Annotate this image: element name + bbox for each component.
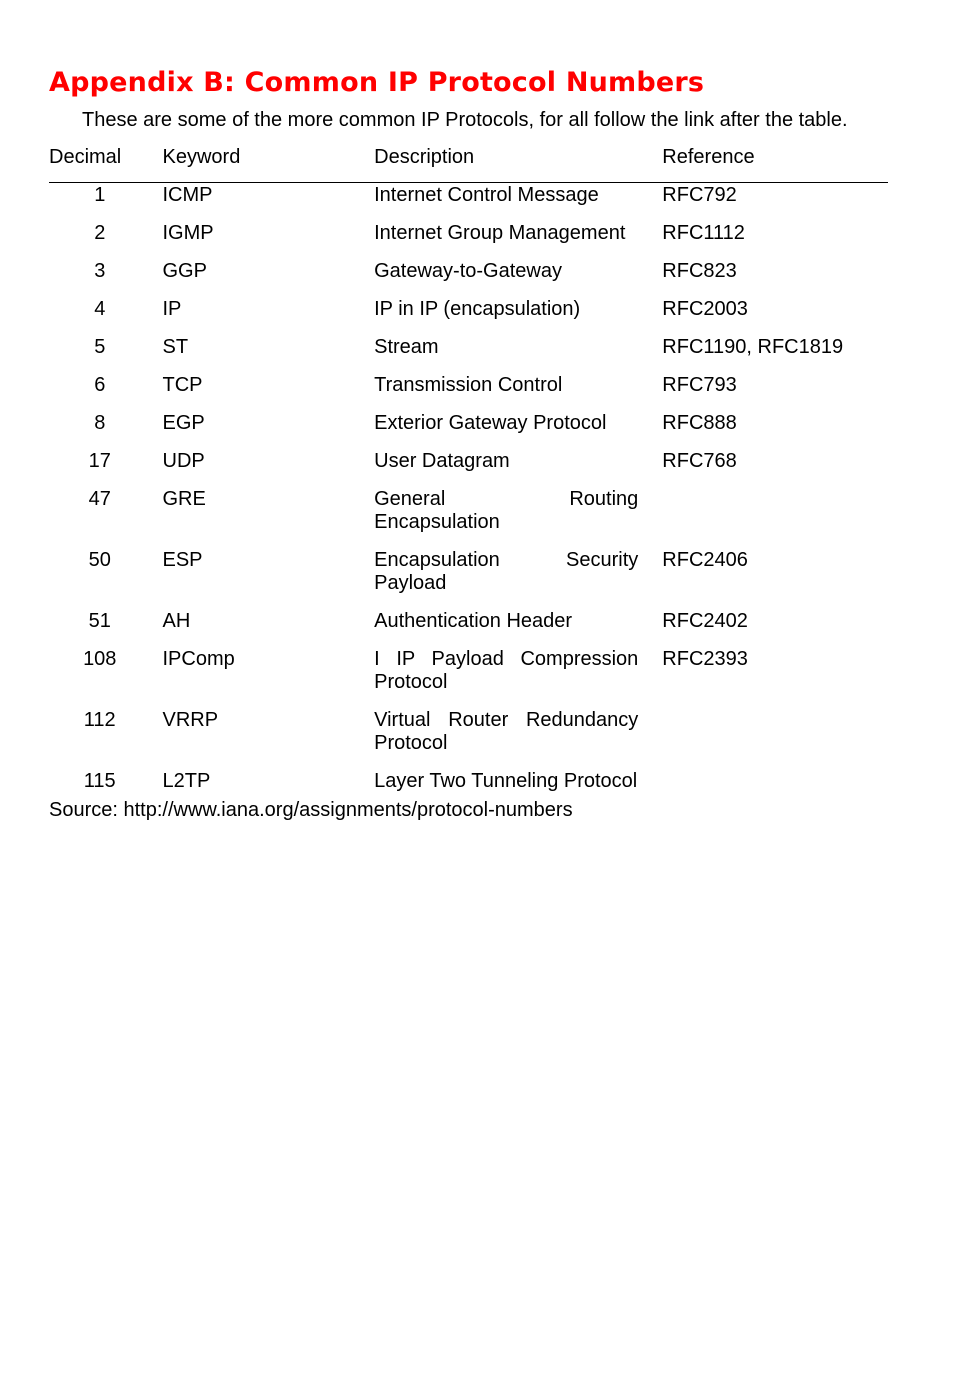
description-text: General Routing Encapsulation [374,488,639,533]
cell-description [374,221,662,259]
table-row [49,183,888,222]
table-row [49,373,888,411]
table-row [49,708,888,769]
description-text: Layer Two Tunneling Protocol [374,770,638,792]
table-row [49,259,888,297]
cell-keyword: AH [162,610,191,632]
cell-description [374,708,662,769]
cell-reference: RFC2406 [662,549,748,571]
table-header-row [49,144,888,183]
cell-keyword: ESP [162,549,203,571]
description-text: I IP Payload Compression Protocol [374,648,639,693]
cell-description [374,411,662,449]
cell-reference: RFC792 [662,184,737,206]
header-reference: Reference [662,144,888,183]
cell-decimal: 8 [94,412,106,434]
header-decimal: Decimal [49,144,151,183]
header-keyword: Keyword [151,144,375,183]
cell-description [374,335,662,373]
description-text: Internet Control Message [374,184,599,206]
cell-description [374,259,662,297]
cell-decimal: 5 [94,336,106,358]
cell-keyword: VRRP [162,709,219,731]
cell-description [374,548,662,609]
cell-decimal: 6 [94,374,106,396]
cell-reference [662,769,888,807]
cell-keyword: L2TP [162,770,211,792]
header-description: Description [374,144,662,183]
cell-description [374,373,662,411]
cell-decimal: 3 [94,260,106,282]
cell-decimal: 51 [88,610,111,632]
cell-description [374,183,662,222]
table-row [49,609,888,647]
cell-decimal: 47 [88,488,111,510]
cell-keyword: IGMP [162,222,214,244]
source-note: Source: http://www.iana.org/assignments/protocol-numbers [49,799,573,821]
cell-decimal: 1 [94,184,106,206]
cell-reference: RFC2402 [662,610,748,632]
table-row [49,449,888,487]
table-row [49,548,888,609]
description-text: Encapsulation Security Payload [374,549,639,594]
cell-reference: RFC1112 [662,222,745,244]
page-title: Appendix B: Common IP Protocol Numbers [49,67,705,98]
table-row [49,647,888,708]
cell-reference: RFC768 [662,450,737,472]
table-row [49,411,888,449]
cell-description [374,609,662,647]
description-text: Gateway-to-Gateway [374,260,562,282]
cell-keyword: TCP [162,374,203,396]
description-text: User Datagram [374,450,510,472]
cell-description [374,647,662,708]
cell-reference: RFC888 [662,412,737,434]
table-row [49,335,888,373]
cell-keyword: ICMP [162,184,213,206]
table-body [49,183,888,808]
cell-decimal: 2 [94,222,106,244]
table-row [49,297,888,335]
cell-keyword: IPComp [162,648,235,670]
cell-reference: RFC823 [662,260,737,282]
cell-decimal: 17 [88,450,111,472]
protocol-table [49,144,888,807]
cell-reference: RFC793 [662,374,737,396]
table-header [49,144,888,183]
cell-decimal: 112 [83,709,116,731]
cell-keyword: ST [162,336,189,358]
cell-decimal: 108 [83,648,117,670]
cell-decimal: 50 [88,549,111,571]
description-text: Exterior Gateway Protocol [374,412,607,434]
cell-keyword: UDP [162,450,205,472]
description-text: Internet Group Management [374,222,626,244]
table-row [49,487,888,548]
description-text: Virtual Router Redundancy Protocol [374,709,639,754]
cell-description [374,487,662,548]
description-text: Authentication Header [374,610,573,632]
cell-keyword: EGP [162,412,205,434]
cell-reference: RFC1190, RFC1819 [662,336,844,358]
cell-description [374,449,662,487]
cell-decimal: 4 [94,298,106,320]
cell-keyword: IP [162,298,182,320]
description-text: Transmission Control [374,374,563,396]
cell-decimal: 115 [83,770,116,792]
description-text: Stream [374,336,439,358]
cell-reference: RFC2003 [662,298,748,320]
cell-reference: RFC2393 [662,648,748,670]
description-text: IP in IP (encapsulation) [374,298,581,320]
table-row [49,221,888,259]
cell-keyword: GRE [162,488,206,510]
cell-reference [662,487,888,548]
cell-keyword: GGP [162,260,207,282]
cell-description [374,297,662,335]
cell-reference [662,708,888,769]
intro-paragraph: These are some of the more common IP Protocols, for all follow the link after the table. [82,109,848,131]
